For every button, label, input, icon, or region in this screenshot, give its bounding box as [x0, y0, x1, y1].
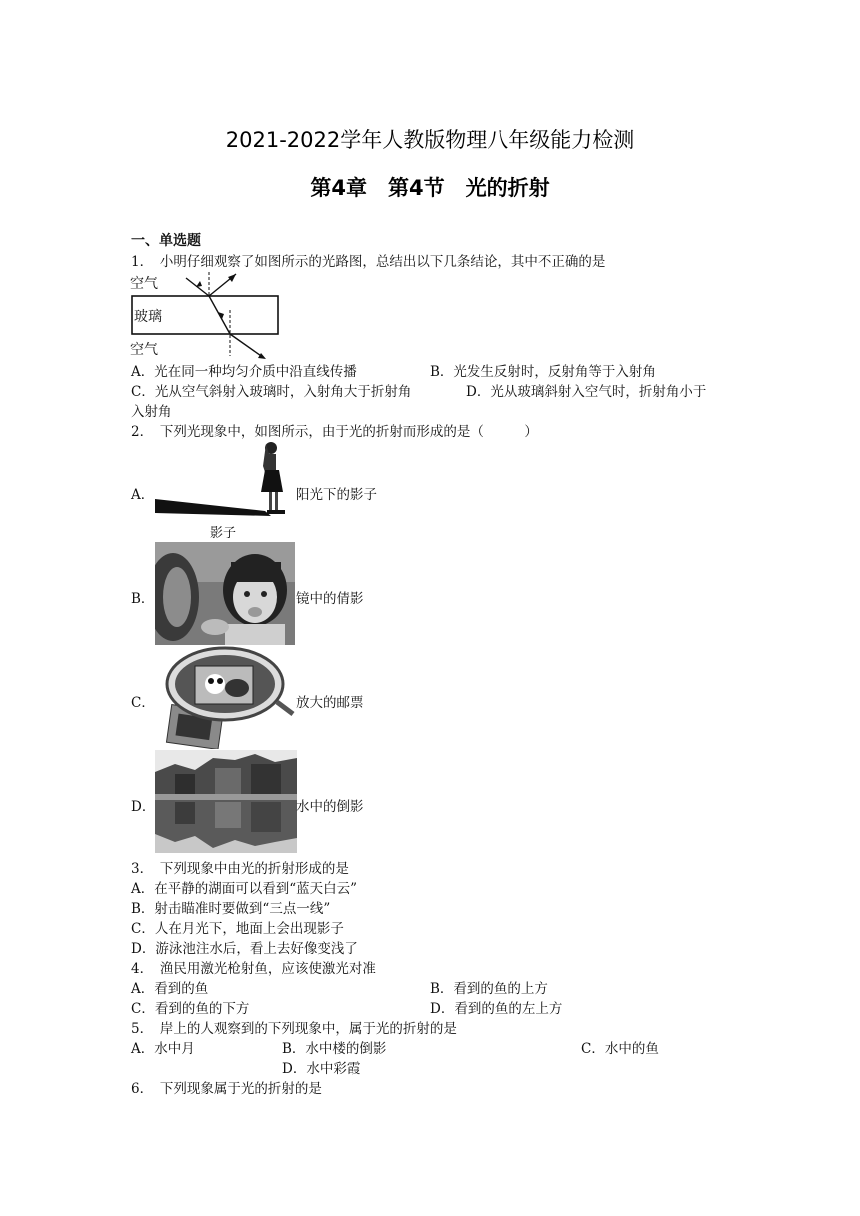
q4-option-c: C．看到的鱼的下方: [131, 1001, 250, 1017]
q3-option-b: B．射击瞄准时要做到“三点一线”: [131, 901, 331, 917]
q2-option-d-image: [155, 750, 297, 853]
figure-label-air-bottom: 空气: [130, 342, 158, 358]
q2-option-d-caption: 水中的倒影: [296, 799, 364, 815]
q2-option-a-caption: 阳光下的影子: [296, 487, 377, 503]
q3-stem: 3． 下列现象中由光的折射形成的是: [131, 861, 349, 877]
q2-option-d-letter: D．: [131, 799, 156, 815]
q2-option-c-letter: C．: [131, 695, 155, 711]
q3-option-c: C．人在月光下，地面上会出现影子: [131, 921, 344, 937]
q6-stem: 6． 下列现象属于光的折射的是: [131, 1081, 322, 1097]
q1-option-d-cont: 入射角: [131, 404, 172, 420]
q4-option-d: D．看到的鱼的左上方: [430, 1001, 563, 1017]
q1-option-c: C．光从空气斜射入玻璃时，入射角大于折射角: [131, 384, 412, 400]
q2-stem: 2． 下列光现象中，如图所示，由于光的折射而形成的是（ ）: [131, 424, 538, 440]
q5-stem: 5． 岸上的人观察到的下列现象中，属于光的折射的是: [131, 1021, 457, 1037]
q1-option-b: B．光发生反射时，反射角等于入射角: [430, 364, 656, 380]
q3-option-a: A．在平静的湖面可以看到“蓝天白云”: [131, 881, 358, 897]
section-heading: 一、单选题: [131, 233, 201, 249]
q4-stem: 4． 渔民用激光枪射鱼，应该使激光对准: [131, 961, 376, 977]
figure-label-glass: 玻璃: [134, 309, 162, 325]
page-title: 2021-2022学年人教版物理八年级能力检测: [225, 128, 635, 152]
q5-option-b: B．水中楼的倒影: [282, 1041, 387, 1057]
q2-option-c-caption: 放大的邮票: [296, 695, 364, 711]
q2-option-b-letter: B．: [131, 591, 155, 607]
q1-option-d: D．光从玻璃斜射入空气时，折射角小于: [466, 384, 707, 400]
q1-option-a: A．光在同一种均匀介质中沿直线传播: [131, 364, 357, 380]
q3-option-d: D．游泳池注水后，看上去好像变浅了: [131, 941, 358, 957]
q2-option-a-letter: A．: [131, 487, 155, 503]
q4-option-b: B．看到的鱼的上方: [430, 981, 548, 997]
q1-light-path-figure: [128, 268, 288, 362]
q1-stem: 1． 小明仔细观察了如图所示的光路图，总结出以下几条结论，其中不正确的是: [131, 254, 606, 270]
q5-option-a: A．水中月: [131, 1041, 195, 1057]
q2-option-c-image: [155, 646, 297, 749]
image-label-shadow: 影子: [210, 526, 237, 541]
page-subtitle: 第4章 第4节 光的折射: [310, 176, 550, 200]
q5-option-c: C．水中的鱼: [581, 1041, 659, 1057]
q2-option-b-caption: 镜中的倩影: [296, 591, 364, 607]
q4-option-a: A．看到的鱼: [131, 981, 209, 997]
q5-option-d: D．水中彩霞: [282, 1061, 361, 1077]
q2-option-a-image: [155, 436, 297, 542]
figure-label-air-top: 空气: [130, 276, 158, 292]
q2-option-b-image: [155, 542, 295, 645]
